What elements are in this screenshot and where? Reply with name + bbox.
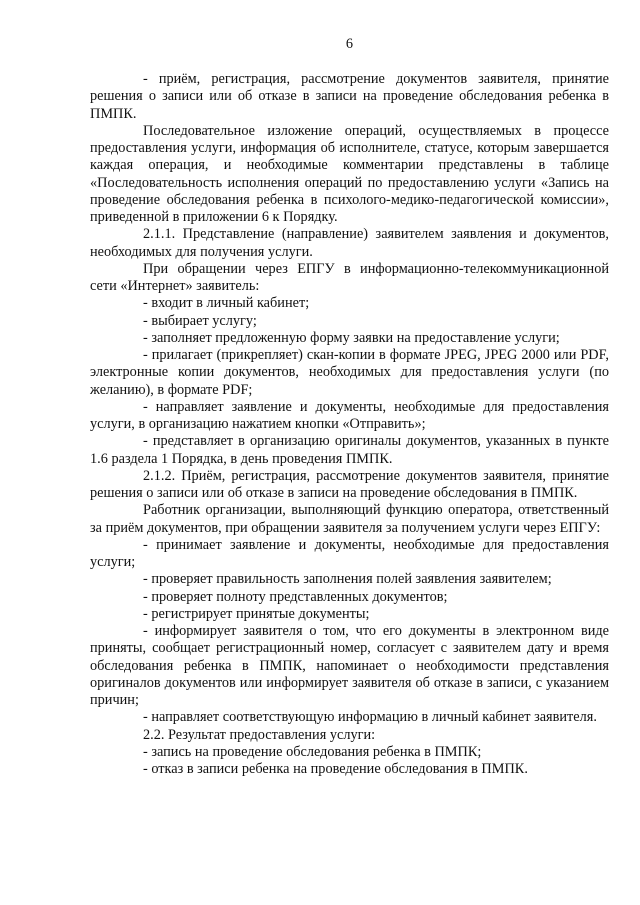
list-item: - проверяет полноту представленных документов; <box>143 588 448 605</box>
list-item: - отказ в записи ребенка на проведение обследования в ПМПК. <box>143 761 528 777</box>
paragraph-operations-description: Последовательное изложение операций, осуществляемых в процессе предоставления услуги, информация об исполнителе, статусе, которым завершается каждая операция, и необходимые комментарии представлены в таблице «Последовательность исполнения операций по предоставлению услуги «Запись на проведение обследования ребенка в психолого-медико-педагогической комиссии», приведенной в приложении 6 к Порядку. <box>90 122 609 225</box>
paragraph-epgu-applicant: При обращении через ЕПГУ в информационно-телекоммуникационной сети «Интернет» заявитель: <box>90 260 609 294</box>
list-item: - направляет соответствующую информацию в личный кабинет заявителя. <box>143 709 597 726</box>
page-number: 6 <box>345 36 354 52</box>
list-item: - выбирает услугу; <box>143 312 257 329</box>
paragraph-section-2-1-1: 2.1.1. Представление (направление) заявителем заявления и документов, необходимых для получения услуги. <box>90 226 609 260</box>
paragraph-bullet-intake: - приём, регистрация, рассмотрение документов заявителя, принятие решения о записи или об отказе в записи на проведение обследования ребенка в ПМПК. <box>90 71 609 122</box>
list-item: - регистрирует принятые документы; <box>143 605 370 622</box>
paragraph-section-2-1-2: 2.1.2. Приём, регистрация, рассмотрение документов заявителя, принятие решения о записи или об отказе в записи на проведение обследования в ПМПК. <box>90 467 609 501</box>
list-item: - прилагает (прикрепляет) скан-копии в формате JPEG, JPEG 2000 или PDF, электронные копии документов, необходимых для предоставления услуги (по желанию), в формате PDF; <box>90 347 609 398</box>
list-item: - принимает заявление и документы, необходимые для предоставления услуги; <box>90 536 609 570</box>
paragraph-section-2-2: 2.2. Результат предоставления услуги: <box>143 726 376 743</box>
list-item: - заполняет предложенную форму заявки на предоставление услуги; <box>143 329 560 346</box>
paragraph-operator-duties: Работник организации, выполняющий функцию оператора, ответственный за приём документов, при обращении заявителя за получением услуги через ЕПГУ: <box>90 502 609 536</box>
list-item: - входит в личный кабинет; <box>143 295 310 312</box>
list-item: - проверяет правильность заполнения полей заявления заявителем; <box>143 571 552 588</box>
list-item: - представляет в организацию оригиналы документов, указанных в пункте 1.6 раздела 1 Порядка, в день проведения ПМПК. <box>90 433 609 467</box>
list-item: - информирует заявителя о том, что его документы в электронном виде приняты, сообщает регистрационный номер, согласует с заявителем дату и время обследования ребенка в ПМПК, напоминает о необходимости представления оригиналов документов или информирует заявителя об отказе в записи, с указанием причин; <box>90 623 609 708</box>
list-item: - направляет заявление и документы, необходимые для предоставления услуги, в организацию нажатием кнопки «Отправить»; <box>90 398 609 432</box>
list-item: - запись на проведение обследования ребенка в ПМПК; <box>143 743 482 760</box>
document-body <box>90 71 609 778</box>
